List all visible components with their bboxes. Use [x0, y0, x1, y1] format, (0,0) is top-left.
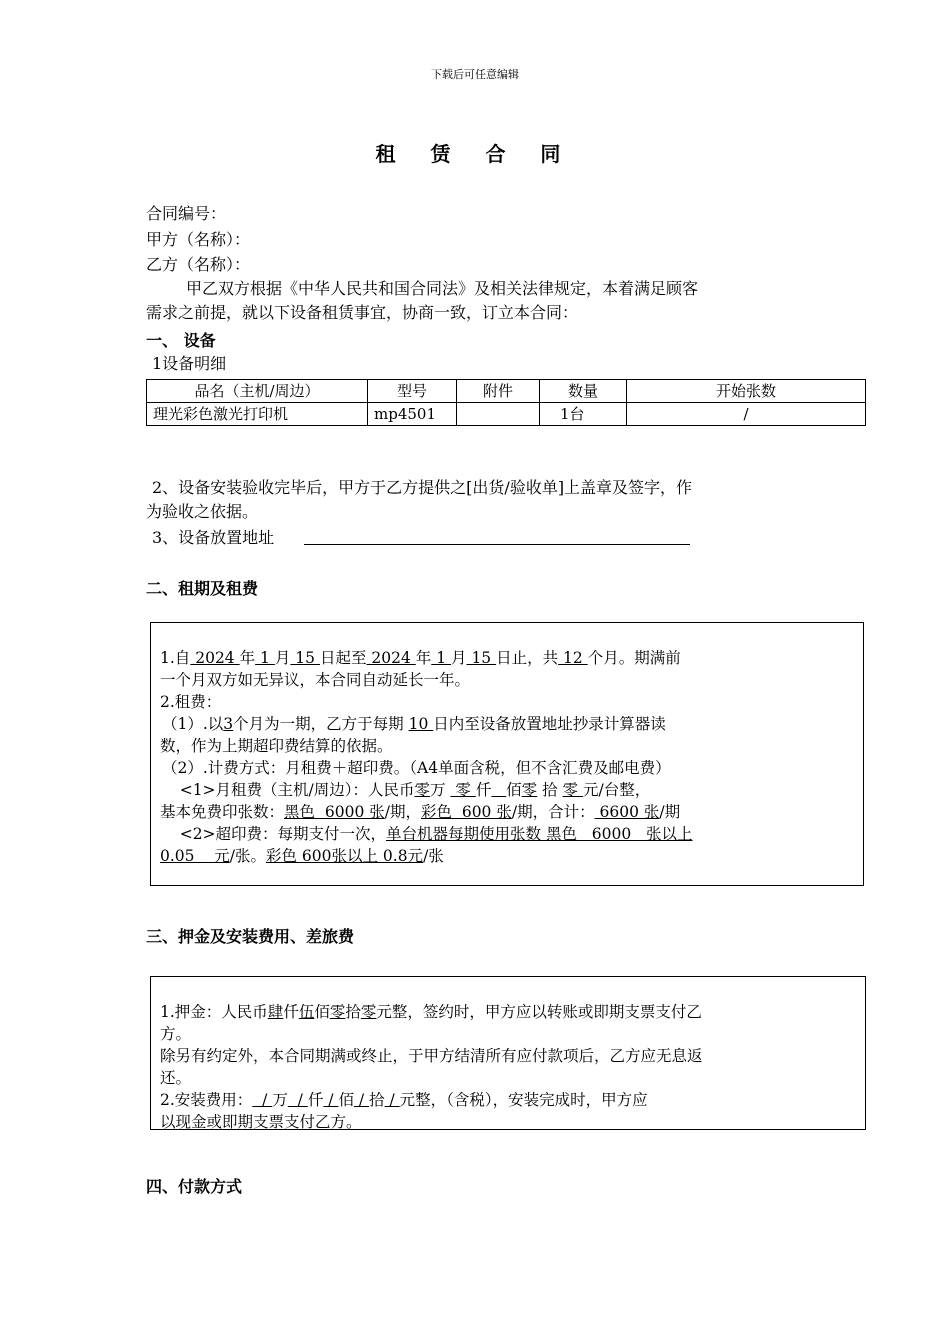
- cell-quantity: 1台: [540, 403, 627, 426]
- party-b-label: 乙方（名称）：: [146, 255, 251, 274]
- section-4-title: 四、付款方式: [146, 1177, 243, 1196]
- contract-number-label: 合同编号：: [146, 204, 227, 223]
- item-3-address-label: 3、设备放置地址: [152, 528, 275, 547]
- col-header-name: 品名（主机/周边）: [147, 380, 368, 403]
- col-header-quantity: 数量: [540, 380, 627, 403]
- monthly-rent-line: <1>月租费（主机/周边）：人民币零万 零 仟 佰零 拾 零 元/台整，: [160, 781, 651, 799]
- section-2-title: 二、租期及租费: [146, 579, 259, 598]
- install-fee-line: 2.安装费用： / 万 / 仟 / 佰 / 拾 / 元整，（含税），安装完成时，甲方应: [160, 1091, 648, 1109]
- cell-start-count: /: [627, 403, 866, 426]
- col-header-start-count: 开始张数: [627, 380, 866, 403]
- equipment-table: [146, 379, 866, 426]
- equipment-detail-label: 1设备明细: [152, 354, 227, 373]
- cell-model: mp4501: [368, 403, 457, 426]
- install-fee-line-2: 以现金或即期支票支付乙方。: [160, 1113, 362, 1131]
- period-line-2: 数，作为上期超印费结算的依据。: [160, 737, 393, 755]
- overprint-rate-line: 0.05 元/张。彩色 600张以上 0.8元/张: [160, 847, 444, 865]
- col-header-accessory: 附件: [457, 380, 540, 403]
- deposit-line: 1.押金：人民币肆仟伍佰零拾零元整，签约时，甲方应以转账或即期支票支付乙: [160, 1003, 702, 1021]
- section-1-title: 一、 设备: [146, 331, 216, 350]
- billing-method-line: （2）.计费方式：月租费＋超印费。（A4单面含税，但不含汇费及邮电费）: [162, 759, 671, 777]
- lease-term-box: [150, 622, 864, 886]
- rent-label: 2.租费：: [160, 693, 222, 711]
- deposit-box: [150, 976, 866, 1130]
- lease-term-line: 1.自 2024 年 1 月 15 日起至 2024 年 1 月 15 日止，共 12 个月。期满前: [160, 649, 681, 667]
- col-header-model: 型号: [368, 380, 457, 403]
- intro-line-2: 需求之前提，就以下设备租赁事宜，协商一致，订立本合同：: [146, 303, 579, 322]
- page-header: 下载后可任意编辑: [431, 68, 519, 81]
- table-header-row: [147, 380, 866, 403]
- free-prints-line: 基本免费印张数：黑色 6000 张/期，彩色 600 张/期，合计： 6600 张/期: [160, 803, 681, 821]
- refund-line-2: 还。: [160, 1069, 192, 1087]
- address-blank-line: [304, 544, 690, 545]
- item-2-line-2: 为验收之依据。: [146, 502, 259, 521]
- deposit-line-2: 方。: [160, 1025, 192, 1043]
- item-2-line-1: 2、设备安装验收完毕后，甲方于乙方提供之[出货/验收单]上盖章及签字，作: [152, 478, 693, 497]
- period-line: （1）.以3个月为一期，乙方于每期 10 日内至设备放置地址抄录计算器读: [162, 715, 666, 733]
- cell-name: 理光彩色激光打印机: [147, 403, 368, 426]
- party-a-label: 甲方（名称）：: [146, 230, 251, 249]
- intro-line-1: 甲乙双方根据《中华人民共和国合同法》及相关法律规定，本着满足顾客: [186, 279, 699, 298]
- refund-line: 除另有约定外，本合同期满或终止，于甲方结清所有应付款项后，乙方应无息返: [160, 1047, 703, 1065]
- table-row: [147, 403, 866, 426]
- cell-accessory: [457, 403, 540, 426]
- contract-title: 租 赁 合 同: [375, 142, 575, 166]
- section-3-title: 三、押金及安装费用、差旅费: [146, 927, 355, 946]
- auto-renew-line: 一个月双方如无异议，本合同自动延长一年。: [160, 671, 471, 689]
- overprint-fee-line: <2>超印费：每期支付一次，单台机器每期使用张数 黑色 6000 张以上: [160, 825, 693, 843]
